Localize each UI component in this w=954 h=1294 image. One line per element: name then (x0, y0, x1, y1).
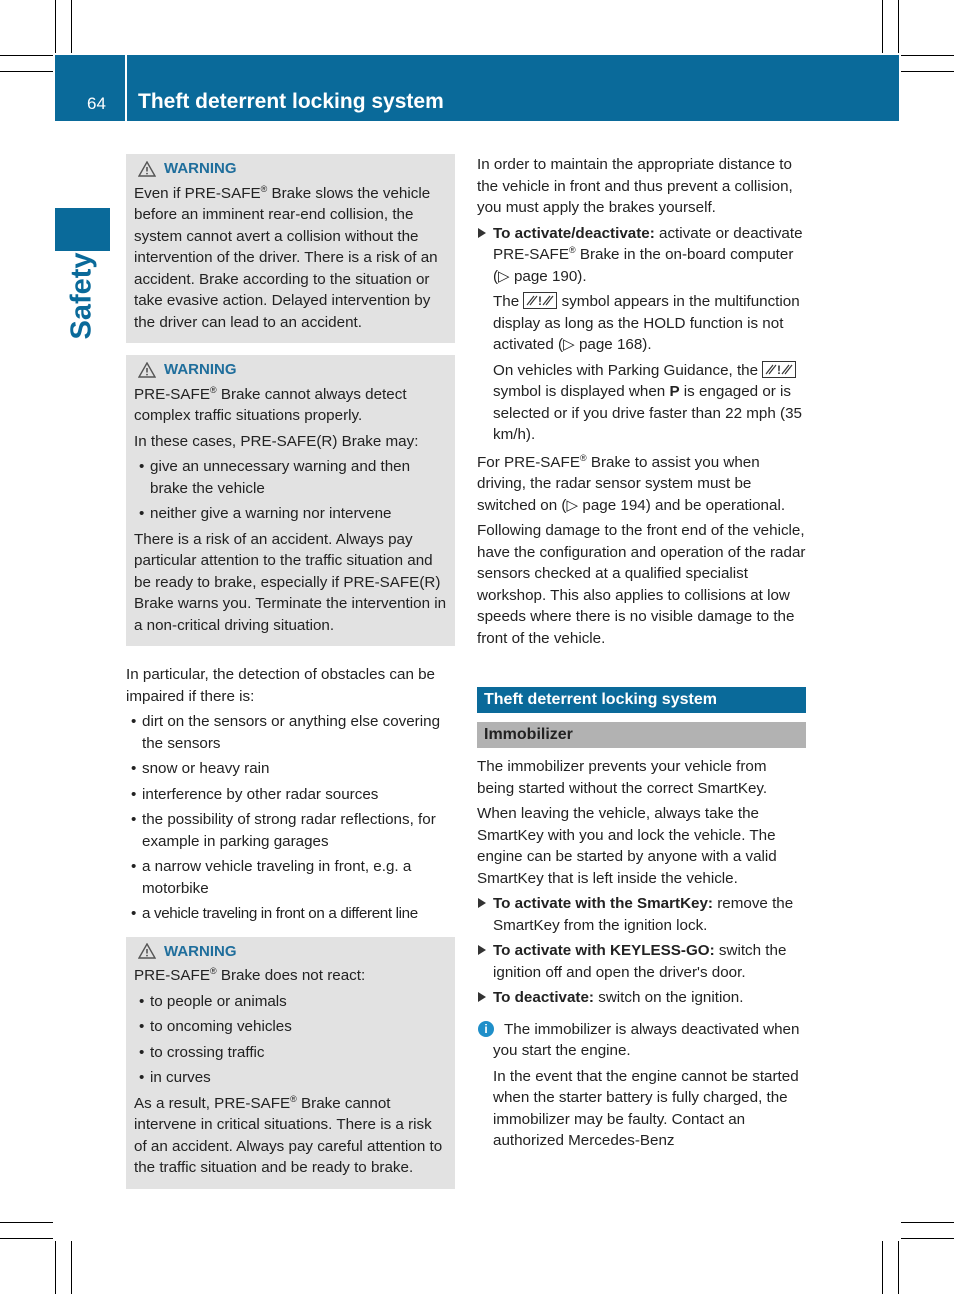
instruction-step: To deactivate: switch on the ignition. (477, 987, 806, 1009)
header-divider (125, 55, 127, 121)
warning-list (134, 456, 447, 525)
page-number: 64 (87, 94, 106, 113)
warning-text: There is a risk of an accident. Always pay particular attention to the traffic situation and be ready to brake, especially if PRE-SAFE(R) Brake warns you. Terminate the intervention in a non-critical driving situation. (134, 530, 447, 634)
page-title: Theft deterrent locking system (138, 90, 444, 113)
list-item: • to crossing traffic (134, 1042, 447, 1064)
warning-header (134, 158, 447, 180)
svg-text:!: ! (777, 362, 782, 377)
step-arrow-icon (478, 992, 486, 1002)
left-column (126, 154, 455, 1201)
list-item: • dirt on the sensors or anything else covering the sensors (126, 711, 455, 754)
info-icon: i (478, 1021, 494, 1037)
step-label: To deactivate: (493, 989, 594, 1006)
list-item: • the possibility of strong radar reflections, for example in parking garages (126, 809, 455, 852)
step-label: To activate with the SmartKey: (493, 895, 713, 912)
step-label: To activate/deactivate: (493, 224, 655, 242)
warning-text: PRE-SAFE® Brake does not react: (134, 965, 366, 984)
warning-text: In these cases, PRE-SAFE(R) Brake may: (134, 432, 419, 450)
warning-text: Even if PRE-SAFE® Brake slows the vehicle before an imminent rear-end collision, the system cannot avert a collision without the intervention of the driver. There is a risk of an accident. Brake according to the situation or take evasive action. Delayed intervention by the driver can lead to an accident. (134, 183, 438, 331)
warning-triangle-icon (138, 943, 156, 959)
info-text: In the event that the engine cannot be started when the starter battery is fully charged, the immobilizer may be faulty. Contact an authorized Mercedes-Benz (493, 1067, 799, 1149)
warning-header (134, 359, 447, 381)
warning-title: WARNING (164, 942, 237, 960)
right-column (477, 154, 806, 1156)
crop-mark (898, 0, 899, 53)
warning-triangle-icon (138, 362, 156, 378)
crop-mark (0, 1222, 53, 1223)
crop-mark (901, 1222, 954, 1223)
info-text: The immobilizer is always deactivated when you start the engine. (493, 1020, 800, 1059)
crop-mark (901, 71, 954, 72)
body-paragraph: In order to maintain the appropriate distance to the vehicle in front and thus prevent a collision, you must apply the brakes yourself. (477, 156, 793, 216)
svg-text:!: ! (538, 294, 543, 308)
crop-mark (901, 1238, 954, 1239)
crop-mark (0, 1238, 53, 1239)
list-item: • snow or heavy rain (126, 758, 455, 780)
section-heading: Theft deterrent locking system (477, 687, 806, 713)
instruction-step: To activate/deactivate: activate or deactivate PRE-SAFE® Brake in the on-board computer (▷ page 190). The ! symbol appears in the multifunction display as long as the HOLD function is not activated (▷ page 168). On vehicles with Parking Guidance, the ! symbol is displayed when P is engaged or is selected or if you drive faster than 22 mph (35 km/h). (477, 223, 806, 446)
subsection-heading: Immobilizer (477, 722, 806, 748)
warning-text: As a result, PRE-SAFE® Brake cannot intervene in critical situations. There is a risk of an accident. Always pay careful attention to the traffic situation and be ready to brake. (134, 1093, 443, 1176)
crop-mark (882, 1241, 883, 1294)
crop-mark (882, 0, 883, 53)
list-item: • to oncoming vehicles (134, 1016, 447, 1038)
list-item: • neither give a warning nor intervene (134, 503, 447, 525)
step-arrow-icon (478, 228, 486, 238)
crop-mark (898, 1241, 899, 1294)
brake-warning-symbol-icon (762, 361, 796, 378)
brake-warning-symbol-icon (523, 292, 557, 309)
step-detail: On vehicles with Parking Guidance, the ! symbol is displayed when P is engaged or is selected or if you drive faster than 22 mph (35 km/h). (493, 361, 802, 443)
step-arrow-icon (478, 945, 486, 955)
warning-text: PRE-SAFE® Brake cannot always detect complex traffic situations properly. (134, 384, 407, 424)
body-paragraph: In particular, the detection of obstacles can be impaired if there is: (126, 666, 436, 705)
crop-mark (0, 55, 53, 56)
list-item: • to people or animals (134, 991, 447, 1013)
step-detail: The ! symbol appears in the multifunction display as long as the HOLD function is not activated (▷ page 168). (493, 293, 800, 353)
body-paragraph: When leaving the vehicle, always take the SmartKey with you and lock the vehicle. The engine can be started by anyone with a valid SmartKey that is left inside the vehicle. (477, 805, 777, 887)
crop-mark (901, 55, 954, 56)
crop-mark (55, 1241, 56, 1294)
warning-box (126, 355, 455, 646)
bullet-list (126, 711, 455, 925)
chapter-label: Safety (65, 252, 98, 340)
list-item: • interference by other radar sources (126, 784, 455, 806)
list-item: • in curves (134, 1067, 447, 1089)
step-arrow-icon (478, 898, 486, 908)
instruction-step: To activate with KEYLESS-GO: switch the ignition off and open the driver's door. (477, 940, 806, 983)
warning-list (134, 991, 447, 1089)
info-note (477, 1019, 806, 1152)
body-paragraph: The immobilizer prevents your vehicle from being started without the correct SmartKey. (477, 758, 768, 797)
body-paragraph: For PRE-SAFE® Brake to assist you when driving, the radar sensor system must be switched on (▷ page 194) and be operational. (477, 452, 786, 514)
crop-mark (0, 71, 53, 72)
crop-mark (71, 0, 72, 53)
body-paragraph: Following damage to the front end of the vehicle, have the configuration and operation of the radar sensors checked at a qualified specialist workshop. This also applies to collisions at low speeds where there is no visible damage to the front of the vehicle. (477, 522, 806, 647)
warning-title: WARNING (164, 160, 237, 177)
step-label: To activate with KEYLESS-GO: (493, 942, 715, 959)
warning-box (126, 154, 455, 343)
instruction-step: To activate with the SmartKey: remove the SmartKey from the ignition lock. (477, 893, 806, 936)
crop-mark (71, 1241, 72, 1294)
warning-header (134, 941, 447, 963)
warning-triangle-icon (138, 161, 156, 177)
warning-box (126, 937, 455, 1189)
warning-title: WARNING (164, 361, 237, 378)
list-item: • give an unnecessary warning and then brake the vehicle (134, 456, 447, 499)
crop-mark (55, 0, 56, 53)
side-tab-marker (55, 208, 110, 251)
list-item: • a narrow vehicle traveling in front, e.g. a motorbike (126, 856, 455, 899)
list-item: • a vehicle traveling in front on a different line (126, 903, 455, 925)
